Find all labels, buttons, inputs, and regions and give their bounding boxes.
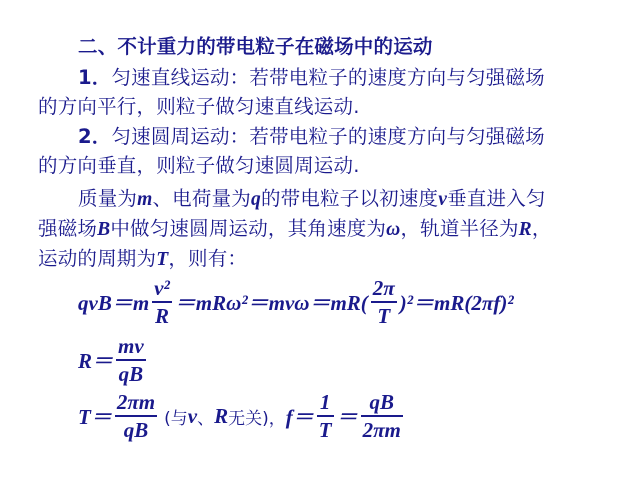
formula1-lhs: qvB＝m	[78, 291, 150, 315]
fraction-denominator: T	[377, 304, 391, 328]
formula2-lhs: R＝	[78, 349, 114, 373]
fraction-numerator: mv	[118, 334, 144, 358]
para-text: 质量为	[78, 187, 138, 210]
var-q: q	[251, 189, 261, 210]
formula-radius	[78, 334, 149, 386]
fraction-qB-over-2pim	[361, 390, 403, 442]
formula-period	[78, 390, 406, 442]
var-B: B	[97, 219, 111, 240]
para-text: 的带电粒子以初速度	[260, 187, 439, 210]
fraction-bar	[115, 415, 157, 417]
fraction-numerator: 1	[319, 390, 331, 414]
note-text: (与	[164, 408, 188, 429]
note-var-v: v	[187, 403, 198, 428]
equals-sign: ＝	[336, 405, 358, 429]
fraction-mv-over-qB	[116, 334, 146, 386]
fraction-1-over-T	[317, 390, 334, 442]
fraction-bar	[317, 415, 334, 417]
note-var-R: R	[214, 403, 229, 428]
fraction-bar	[152, 301, 172, 303]
formula3-f-lhs: f＝	[285, 405, 314, 429]
item1-line1	[78, 65, 640, 91]
fraction-numerator: 2π	[372, 276, 395, 300]
var-omega: ω	[386, 219, 401, 240]
para-text: ，	[531, 217, 552, 240]
fraction-bar	[371, 301, 397, 303]
fraction-numerator: qB	[369, 390, 394, 414]
item1-number: 1．	[78, 66, 112, 89]
para-text: 运动的周期为	[38, 247, 157, 270]
fraction-2pim-over-qB	[115, 390, 157, 442]
para-text: 垂直进入匀	[447, 187, 546, 210]
para-line1	[78, 186, 640, 213]
fraction-numerator: 2πm	[116, 390, 156, 414]
formula1-rhs: )²＝mR(2πf)²	[399, 291, 514, 315]
para-text: 强磁场	[38, 217, 98, 240]
fraction-denominator: qB	[123, 418, 149, 442]
para-line2	[38, 216, 618, 243]
note-text: 无关)，	[228, 408, 286, 429]
item2-number: 2．	[78, 125, 112, 148]
var-m: m	[137, 189, 153, 210]
fraction-denominator: qB	[118, 362, 144, 386]
fraction-v2-over-R	[152, 276, 172, 328]
fraction-denominator: 2πm	[362, 418, 401, 442]
fraction-numerator: v²	[154, 276, 170, 300]
var-R: R	[518, 219, 532, 240]
item1-text-a: 匀速直线运动：若带电粒子的速度方向与匀强磁场	[111, 66, 545, 89]
formula3-lhs: T＝	[78, 405, 112, 429]
note-text: 、	[197, 408, 215, 429]
fraction-bar	[116, 359, 146, 361]
item2-line1	[78, 124, 640, 150]
formula-force-balance	[78, 276, 514, 328]
fraction-denominator: T	[318, 418, 332, 442]
para-text: 、电荷量为	[152, 187, 251, 210]
section-heading: 二、不计重力的带电粒子在磁场中的运动	[78, 35, 433, 58]
para-text: 中做匀速圆周运动，其角速度为	[110, 217, 387, 240]
fraction-2pi-over-T	[371, 276, 397, 328]
item1-line2: 的方向平行，则粒子做匀速直线运动.	[38, 95, 360, 118]
item2-text-a: 匀速圆周运动：若带电粒子的速度方向与匀强磁场	[111, 125, 545, 148]
fraction-bar	[361, 415, 403, 417]
var-v: v	[438, 189, 448, 210]
para-text: ，轨道半径为	[400, 217, 519, 240]
item2-line2: 的方向垂直，则粒子做匀速圆周运动.	[38, 154, 360, 177]
para-line3	[38, 246, 618, 273]
fraction-denominator: R	[154, 304, 169, 328]
formula1-mid: ＝mRω²＝mvω＝mR(	[174, 291, 368, 315]
var-T: T	[156, 249, 169, 270]
para-text: ，则有：	[168, 247, 248, 270]
